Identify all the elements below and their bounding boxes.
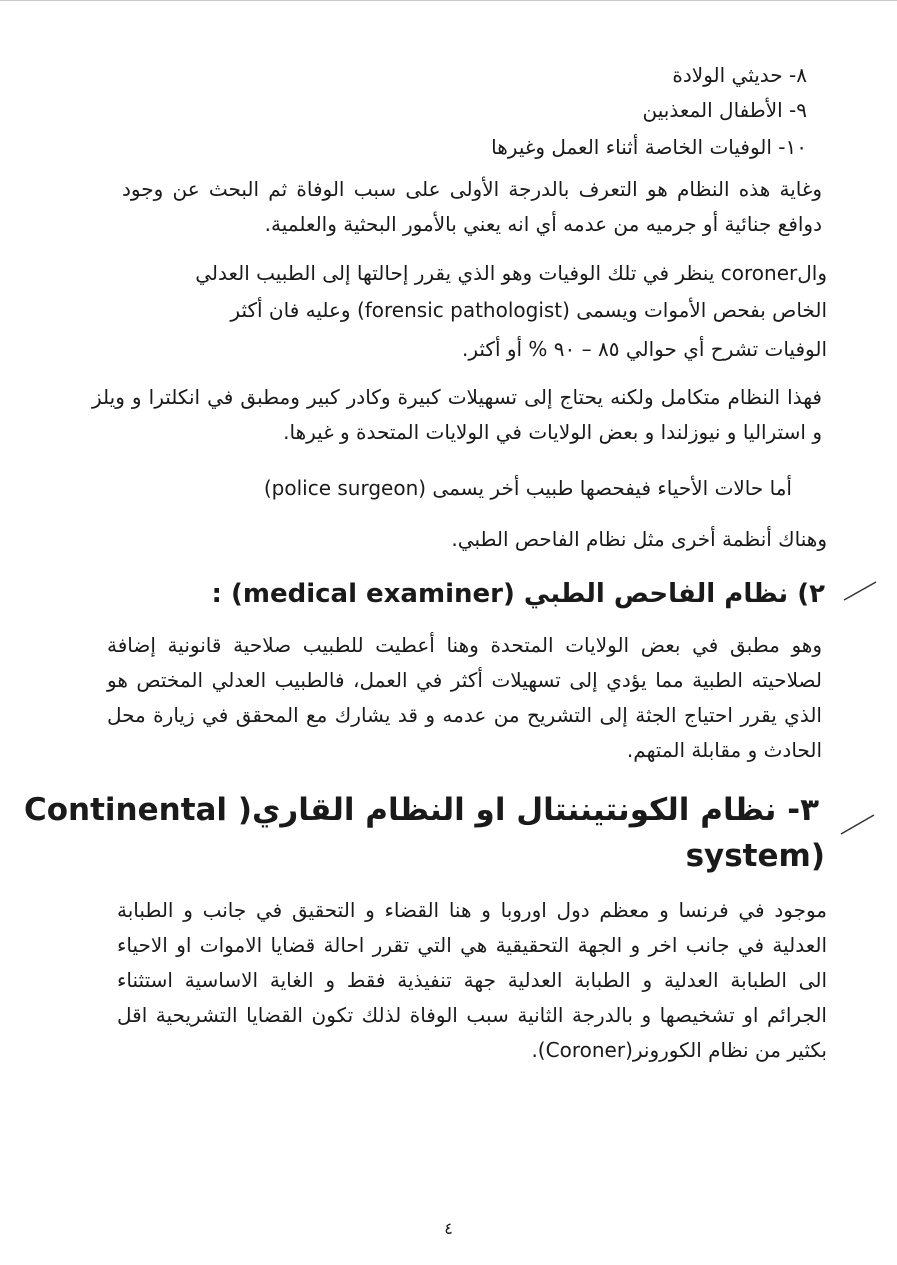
section-heading-continental-cont: (system bbox=[685, 838, 825, 874]
list-item: ٨- حديثي الولادة bbox=[672, 63, 807, 87]
medical-examiner-paragraph: وهو مطبق في بعض الولايات المتحدة وهنا أعطيت للطبيب صلاحية قانونية إضافة لصلاحيته الطبية مما يؤدي إلى تسهيلات أكثر في العمل، فالطبيب العدلي المختص هو الذي يقرر احتياج الجثة إلى التشريح من عدمه و قد يشارك مع المحقق في زيارة محل الحادث و مقابلة المتهم. bbox=[107, 633, 822, 762]
purpose-paragraph: وغاية هذه النظام هو التعرف بالدرجة الأولى على سبب الوفاة ثم البحث عن وجود دوافع جنائية أو جرميه من عدمه أي انه يعني بالأمور البحثية والعلمية. bbox=[122, 177, 822, 236]
scan-top-edge bbox=[0, 0, 897, 1]
page-number: ٤ bbox=[444, 1219, 453, 1238]
list-item: ٩- الأطفال المعذبين bbox=[642, 98, 807, 122]
coroner-line: الوفيات تشرح أي حوالي ٨٥ – ٩٠ % أو أكثر. bbox=[462, 337, 827, 361]
section-heading-continental: ٣- نظام الكونتيننتال او النظام القاري( Continental bbox=[23, 792, 819, 828]
police-surgeon-line: أما حالات الأحياء فيفحصها طبيب أخر يسمى (police surgeon) bbox=[263, 476, 792, 500]
coroner-line: والcoroner ينظر في تلك الوفيات وهو الذي يقرر إحالتها إلى الطبيب العدلي bbox=[195, 261, 827, 285]
continental-paragraph: موجود في فرنسا و معظم دول اوروبا و هنا القضاء و التحقيق في جانب و الطبابة العدلية في جانب اخر و الجهة التحقيقية هي التي تقرر احالة قضايا الاموات او الاحياء الى الطبابة العدلية و الطبابة العدلية جهة تنفيذية فقط و الغاية الاساسية استثناء الجرائم او تشخيصها و بالدرجة الثانية سبب الوفاة لذلك تكون القضايا التشريحية اقل بكثير من نظام الكورونر(Coroner). bbox=[117, 898, 827, 1062]
margin-tick-mark bbox=[842, 578, 878, 604]
integrated-system-paragraph: فهذا النظام متكامل ولكنه يحتاج إلى تسهيلات كبيرة وكادر كبير ومطبق في انكلترا و ويلز و استراليا و نيوزلندا و بعض الولايات في الولايات المتحدة و غيرها. bbox=[92, 385, 822, 444]
list-item: ١٠- الوفيات الخاصة أثناء العمل وغيرها bbox=[491, 135, 807, 159]
margin-tick-mark bbox=[838, 812, 878, 838]
coroner-line: الخاص بفحص الأموات ويسمى (forensic pathologist) وعليه فان أكثر bbox=[230, 298, 827, 322]
section-heading-medical-examiner: ٢) نظام الفاحص الطبي (medical examiner) : bbox=[211, 579, 825, 609]
other-systems-line: وهناك أنظمة أخرى مثل نظام الفاحص الطبي. bbox=[451, 527, 827, 551]
